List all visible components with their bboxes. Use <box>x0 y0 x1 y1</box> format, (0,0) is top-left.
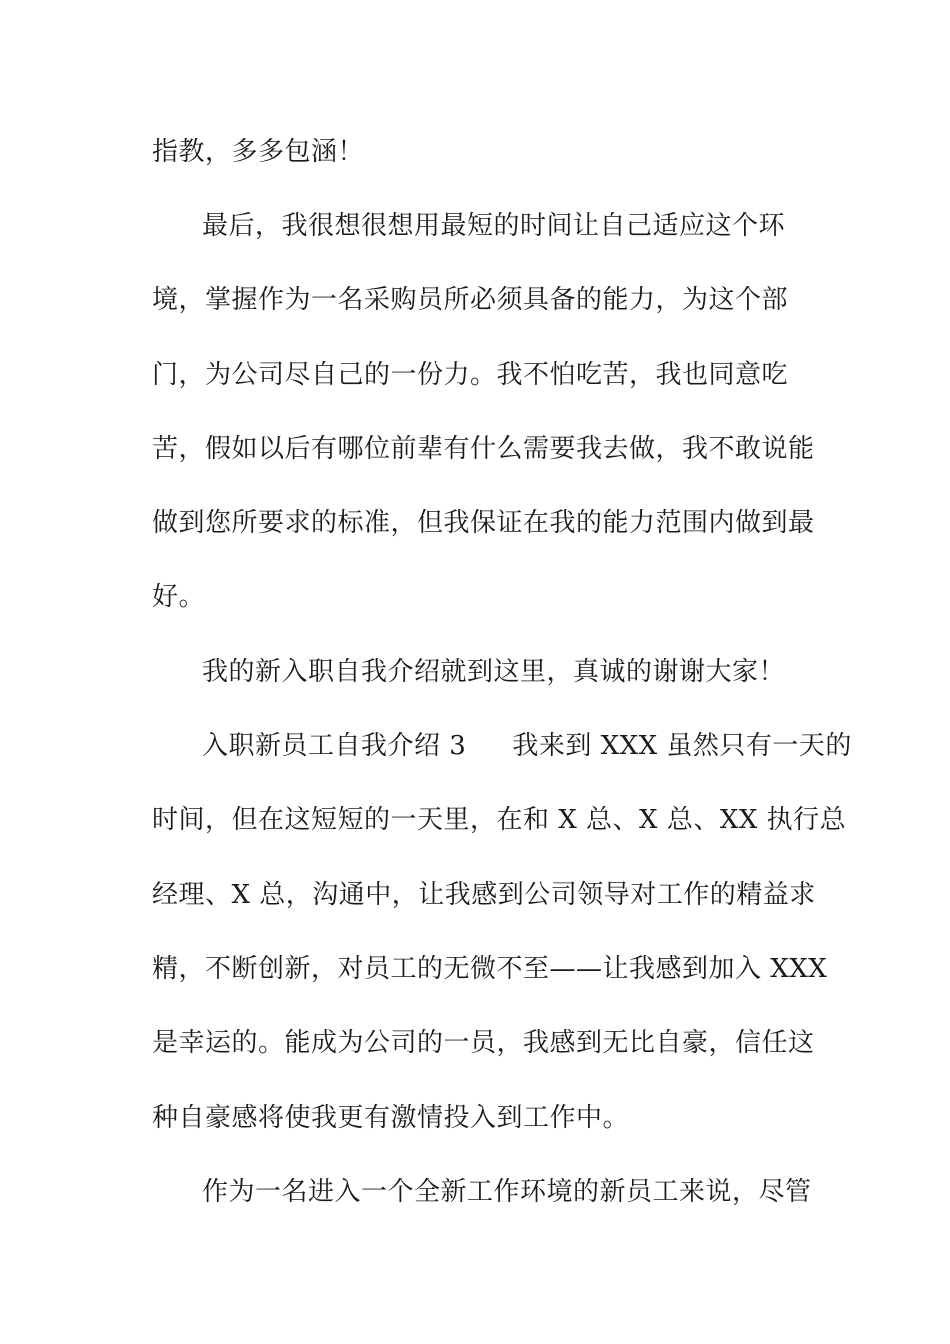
section-first-line: 我来到 XXX 虽然只有一天的 <box>512 731 852 761</box>
text-line-6: 做到您所要求的标准，但我保证在我的能力范围内做到最 <box>152 508 815 538</box>
text-line-14: 作为一名进入一个全新工作环境的新员工来说，尽管 <box>202 1177 812 1207</box>
text-line-4: 门，为公司尽自己的一份力。我不怕吃苦，我也同意吃 <box>152 360 789 390</box>
text-line-1: 指教，多多包涵！ <box>152 137 365 167</box>
section-line <box>202 731 852 761</box>
text-line-3: 境，掌握作为一名采购员所必须具备的能力，为这个部 <box>152 285 789 315</box>
text-line-11: 精，不断创新，对员工的无微不至——让我感到加入 XXX <box>152 954 828 984</box>
text-line-8: 我的新入职自我介绍就到这里，真诚的谢谢大家！ <box>202 657 786 687</box>
text-line-9: 时间，但在这短短的一天里，在和 X 总、X 总、XX 执行总 <box>152 805 847 835</box>
text-line-12: 是幸运的。能成为公司的一员，我感到无比自豪，信任这 <box>152 1028 815 1058</box>
text-line-7: 好。 <box>152 582 206 612</box>
text-line-2: 最后，我很想很想用最短的时间让自己适应这个环 <box>202 211 786 241</box>
text-line-5: 苦，假如以后有哪位前辈有什么需要我去做，我不敢说能 <box>152 434 815 464</box>
text-line-10: 经理、X 总，沟通中，让我感到公司领导对工作的精益求 <box>152 880 816 910</box>
text-line-13: 种自豪感将使我更有激情投入到工作中。 <box>152 1103 630 1133</box>
section-heading: 入职新员工自我介绍 3 <box>202 731 467 761</box>
